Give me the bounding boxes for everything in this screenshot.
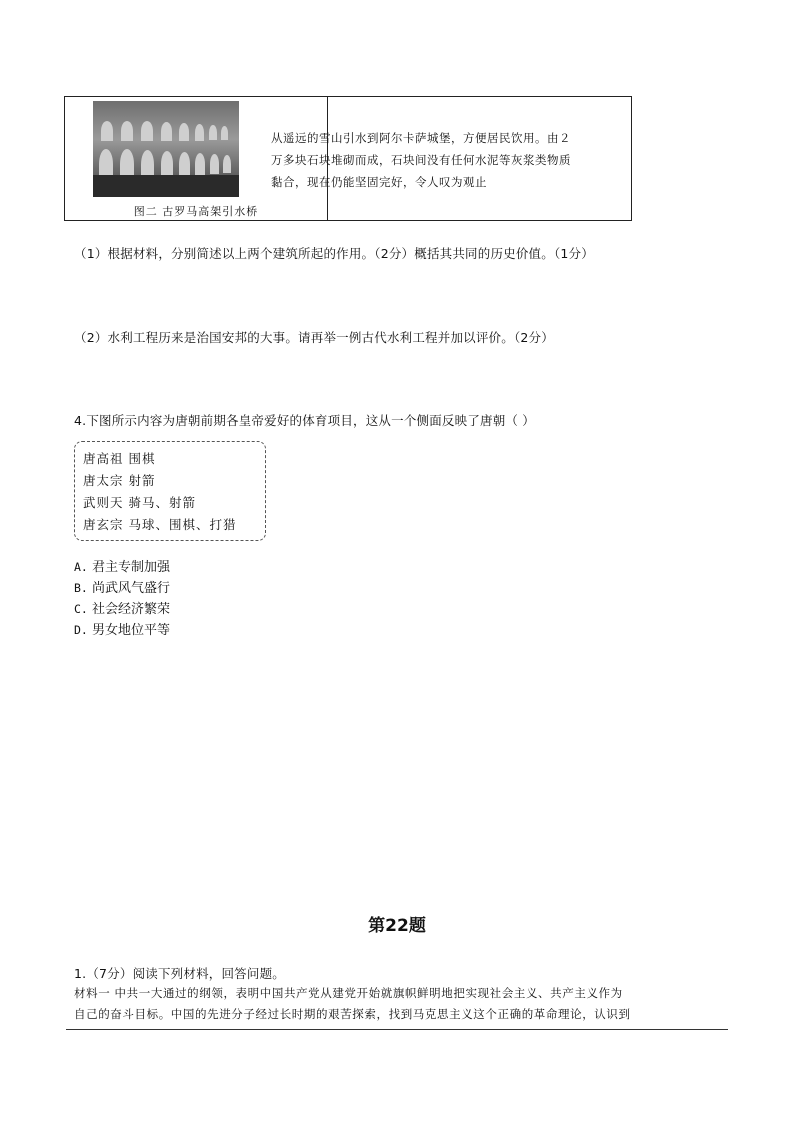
- option-b[interactable]: [74, 577, 170, 596]
- material-description: [271, 127, 631, 193]
- emperor-line: 唐高祖 围棋: [83, 451, 156, 466]
- option-d[interactable]: [74, 619, 170, 638]
- option-a[interactable]: [74, 556, 170, 575]
- option-letter: A.: [74, 560, 88, 574]
- question-4-stem: 4.下图所示内容为唐朝前期各皇帝爱好的体育项目，这从一个侧面反映了唐朝（ ）: [74, 413, 536, 428]
- option-text: 君主专制加强: [92, 560, 171, 575]
- option-letter: C.: [74, 602, 88, 616]
- photo-caption: 图二 古罗马高架引水桥: [133, 205, 259, 218]
- footer-rule: [66, 1029, 728, 1030]
- emperor-line: 武则天 骑马、射箭: [83, 495, 196, 510]
- description-line: 从遥远的雪山引水到阿尔卡萨城堡，方便居民饮用。由２: [271, 131, 571, 145]
- option-text: 男女地位平等: [92, 623, 171, 638]
- description-line: 万多块石块堆砌而成，石块间没有任何水泥等灰浆类物质: [271, 153, 571, 167]
- material-one-line: 自己的奋斗目标。中国的先进分子经过长时期的艰苦探索，找到马克思主义这个正确的革命理论，认识到: [74, 1007, 631, 1021]
- description-line: 黏合，现在仍能坚固完好，令人叹为观止: [271, 175, 487, 189]
- section-question-intro: 1.（7分）阅读下列材料，回答问题。: [74, 966, 285, 981]
- question-2: （2）水利工程历来是治国安邦的大事。请再举一例古代水利工程并加以评价。（2分）: [74, 330, 554, 345]
- option-letter: B.: [74, 581, 88, 595]
- emperor-list: [83, 448, 236, 536]
- option-text: 社会经济繁荣: [92, 602, 171, 617]
- emperor-hobbies-box: [74, 441, 266, 541]
- question-1: （1）根据材料，分别简述以上两个建筑所起的作用。（2分）概括其共同的历史价值。（1分）: [74, 246, 594, 261]
- option-text: 尚武风气盛行: [92, 581, 171, 596]
- emperor-line: 唐玄宗 马球、围棋、打猎: [83, 517, 237, 532]
- emperor-line: 唐太宗 射箭: [83, 473, 156, 488]
- option-c[interactable]: [74, 598, 170, 617]
- material-table: [64, 96, 632, 221]
- section-title: 第22题: [368, 916, 426, 936]
- option-letter: D.: [74, 623, 88, 637]
- material-one-line: 材料一 中共一大通过的纲领，表明中国共产党从建党开始就旗帜鲜明地把实现社会主义、共产主义作为: [74, 986, 623, 1000]
- aqueduct-photo: [93, 101, 239, 197]
